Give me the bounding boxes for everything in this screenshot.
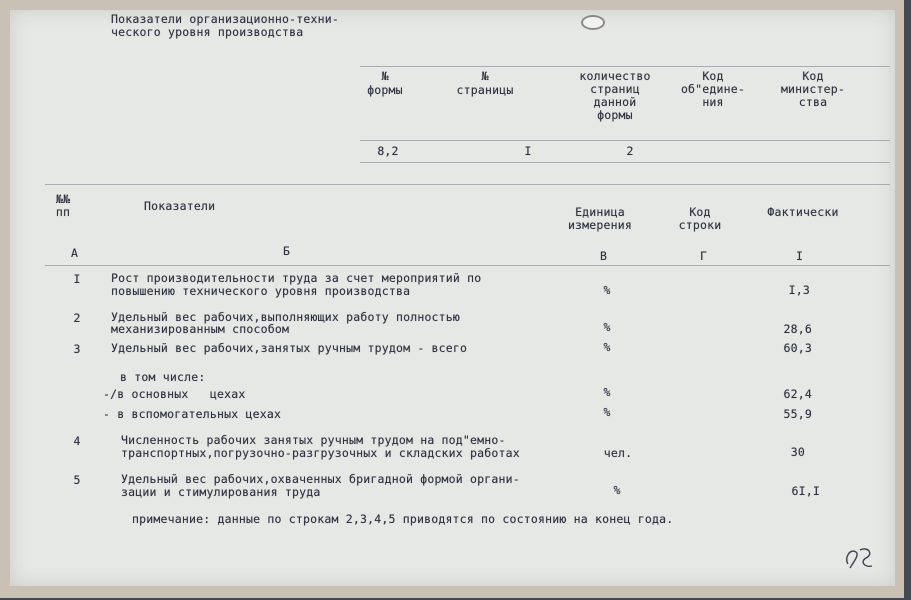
row-text-line: Численность рабочих занятых ручным трудом на под"емно- (121, 433, 506, 447)
form-header-top-rule (360, 66, 890, 67)
row-num: 5 (73, 473, 81, 487)
header-text: об"едине- (680, 82, 746, 96)
header-text: ния (702, 95, 724, 109)
header-text: формы (367, 83, 403, 97)
doc-title-line-1: Показатели организационно-техни- (111, 12, 339, 26)
header-text: министер- (780, 82, 846, 96)
col-letter-a: А (71, 246, 79, 260)
binder-ring-icon (581, 15, 605, 30)
form-no-value: 8,2 (377, 144, 399, 158)
header-text: № (381, 69, 389, 83)
row-text-line: Удельный вес рабочих,выполняющих работу полностью (111, 310, 461, 324)
row-value: 6I,I (791, 484, 820, 498)
row-text-line: повышению технического уровня производства (111, 284, 411, 298)
row-value: I,3 (788, 283, 810, 297)
header-text: страниц (590, 82, 640, 96)
row-unit: чел. (603, 446, 633, 460)
row-value: 60,3 (783, 341, 812, 355)
document-page (10, 10, 895, 586)
col-actual-header: Фактически (767, 205, 839, 219)
header-text: Код (802, 69, 824, 83)
footnote: примечание: данные по строкам 2,3,4,5 приводятся по состоянию на конец года. (132, 512, 674, 526)
col-unit-header-line-2: измерения (567, 218, 633, 232)
page-no-value: I (524, 144, 532, 158)
header-text: № (481, 69, 489, 83)
col-unit-header-line-1: Единица (575, 205, 625, 219)
col-row-code-header-line-2: строки (678, 218, 722, 232)
row-num: 4 (73, 434, 81, 448)
row-value: 30 (790, 445, 805, 459)
header-text: Код (702, 69, 724, 83)
row-text-line: зации и стимулирования труда (121, 485, 321, 499)
row-text-line: транспортных,погрузочно-разгрузочных и складских работах (121, 446, 520, 460)
row-unit: % (603, 320, 611, 334)
col-indicators-header: Показатели (144, 199, 216, 213)
col-num-header-line-2: пп (55, 205, 71, 219)
table-header-rule (45, 265, 890, 266)
row-text-line: -/в основных цехах (103, 387, 246, 401)
row-value: 28,6 (783, 322, 812, 336)
form-header-bottom-rule (360, 162, 890, 163)
col-num-header-line-1: №№ (55, 192, 71, 206)
row-text-line: Удельный вес рабочих,занятых ручным трудом - всего (111, 341, 468, 355)
row-text-line: - в вспомогательных цехах (103, 407, 282, 421)
row-num: I (73, 272, 81, 286)
handwritten-page-mark (842, 544, 878, 572)
header-text: данной (593, 95, 637, 109)
row-text-line: в том числе: (120, 370, 206, 384)
doc-title-line-2: ческого уровня производства (111, 25, 304, 39)
row-text-line: механизированным способом (111, 322, 290, 336)
header-text: страницы (456, 83, 514, 97)
row-unit: % (613, 483, 621, 497)
row-unit: % (603, 340, 611, 354)
header-text: ства (798, 95, 828, 109)
col-letter-v: В (600, 249, 608, 263)
row-text-line: Удельный вес рабочих,охваченных бригадной формой органи- (121, 472, 520, 486)
col-row-code-header-line-1: Код (689, 205, 711, 219)
col-letter-one: I (796, 249, 804, 263)
col-letter-b: Б (283, 244, 291, 258)
row-value: 55,9 (783, 407, 812, 421)
row-num: 3 (73, 342, 81, 356)
header-text: количество (579, 69, 651, 83)
row-unit: % (603, 405, 611, 419)
header-text: формы (597, 108, 633, 122)
form-header-mid-rule (360, 140, 890, 141)
col-letter-g: Г (700, 249, 708, 263)
row-unit: % (603, 283, 611, 297)
row-value: 62,4 (783, 387, 812, 401)
row-text-line: Рост производительности труда за счет мероприятий по (111, 271, 482, 285)
row-unit: % (603, 385, 611, 399)
table-top-rule (45, 184, 890, 185)
row-num: 2 (73, 311, 81, 325)
page-count-value: 2 (626, 144, 634, 158)
